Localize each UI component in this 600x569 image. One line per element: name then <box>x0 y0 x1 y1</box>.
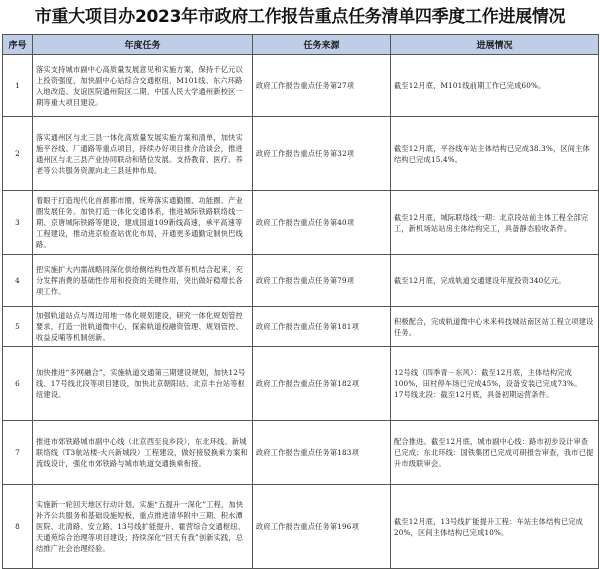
row-progress <box>391 347 599 421</box>
row-source: 政府工作报告重点任务第79项 <box>253 255 391 307</box>
progress-text: 截至12月底，平谷线车站主体结构已完成38.3%，区间主体结构已完成15.4%。 <box>394 143 590 164</box>
row-progress <box>391 485 599 569</box>
progress-text: 配合推进。截至12月底，城市副中心线：路市初步设计审查已完成；东北环线：国铁集团已完成可研报告审查，我市已提升市级联审会。 <box>394 437 594 468</box>
row-number: 7 <box>3 421 33 485</box>
progress-text: 12号线（四季青－东风）：截至12月底，主体结构完成100%，田村停车场已完成45%，设备安装已完成73%。 <box>394 368 582 388</box>
table-row <box>3 117 599 191</box>
header-num: 序号 <box>3 35 33 55</box>
row-source: 政府工作报告重点任务第32项 <box>253 117 391 191</box>
row-source: 政府工作报告重点任务第27项 <box>253 55 391 117</box>
row-progress <box>391 191 599 255</box>
table-row <box>3 255 599 307</box>
row-task: 加快推进“多网融合”，实施轨道交通第三期建设规划，加快12号线、17号线北段等项目建设，加快北京朝阳站、北京丰台站等枢纽建设。 <box>33 347 253 421</box>
header-progress: 进展情况 <box>391 35 599 55</box>
row-number: 3 <box>3 191 33 255</box>
table-header-row <box>3 35 599 55</box>
row-task: 着眼于打造现代化首都都市圈，统筹落实通勤圈、功能圈、产业圈发展任务。加快打造一体化交通体系，推进城际铁路联络线一期、京唐城际铁路等建设，建成国道109新线高速，承平高速等工程建设，推动进京检查站优化布局，开通更多通勤定制快巴线路。 <box>33 191 253 255</box>
row-number: 2 <box>3 117 33 191</box>
table-row <box>3 307 599 347</box>
row-progress <box>391 55 599 117</box>
header-task: 年度任务 <box>33 35 253 55</box>
table-row <box>3 191 599 255</box>
progress-text: 截至12月底，完成轨道交通建设年度投资340亿元。 <box>394 276 566 285</box>
row-task: 落实通州区与北三县一体化高质量发展实施方案和清单，加快实施平谷线、厂通路等重点项目，持续办好项目推介洽谈会，推进通州区与北三县产业协同联动和错位发展。支持教育、医疗、养老等公共服务资源向北三县延伸布局。 <box>33 117 253 191</box>
row-source: 政府工作报告重点任务第183项 <box>253 421 391 485</box>
table-row <box>3 485 599 569</box>
table-row <box>3 421 599 485</box>
row-number: 1 <box>3 55 33 117</box>
row-number: 8 <box>3 485 33 569</box>
row-source: 政府工作报告重点任务第182项 <box>253 347 391 421</box>
row-number: 5 <box>3 307 33 347</box>
task-table <box>2 34 599 569</box>
row-progress <box>391 255 599 307</box>
table-row <box>3 55 599 117</box>
row-task: 落实支持城市副中心高质量发展意见和实施方案，保持千亿元以上投资强度，加快副中心站综合交通枢纽、M101线、东六环路入地改造、友谊医院通州院区二期、中国人民大学通州新校区一期等重大项目建设。 <box>33 55 253 117</box>
row-progress <box>391 421 599 485</box>
progress-text: 17号线北段：截至12月底，具备初期运营条件。 <box>394 390 554 399</box>
row-progress <box>391 117 599 191</box>
row-source: 政府工作报告重点任务第196项 <box>253 485 391 569</box>
row-task: 实施新一轮回天地区行动计划，实施“五提升一深化”工程，加快补齐公共服务和基础设施短板，重点推进清华附中三期、积水潭医院、北清路、安立路、13号线扩能提升、霍营综合交通枢纽、天通苑综合治理等项目建设；持续深化“回天有我”创新实践，总结推广社会治理经验。 <box>33 485 253 569</box>
table-row <box>3 347 599 421</box>
progress-text: 截至12月底，城际联络线一期：北京段站前主体工程全部完工，新机场站站房主体结构完工，具备静态验收条件。 <box>394 212 589 233</box>
progress-text: 积极配合，完成轨道微中心未来科技城站南区站工程立项建设任务。 <box>394 316 594 337</box>
row-source: 政府工作报告重点任务第40项 <box>253 191 391 255</box>
row-number: 6 <box>3 347 33 421</box>
row-task: 把实施扩大内需战略同深化供给侧结构性改革有机结合起来，充分发挥消费的基础性作用和投资的关键作用，突出做好稳增长各项工作。 <box>33 255 253 307</box>
row-task: 加强轨道站点与周边用地一体化规划建设，研究一体化规划管控要求，打造一批轨道微中心，探索轨道投融资管理、规划管控、收益反哺等机制创新。 <box>33 307 253 347</box>
progress-text: 截至12月底，13号线扩能提升工程：车站主体结构已完成20%，区间主体结构已完成10%。 <box>394 516 584 537</box>
row-number: 4 <box>3 255 33 307</box>
document-title: 市重大项目办2023年市政府工作报告重点任务清单四季度工作进展情况 <box>34 7 566 27</box>
header-source: 任务来源 <box>253 35 391 55</box>
row-progress <box>391 307 599 347</box>
progress-text: 截至12月底，M101线前期工作已完成60%。 <box>394 81 546 90</box>
row-task: 推进市郊铁路城市副中心线（北京西至良乡段），东北环线、新城联络线（T3航站楼-大兴新城段）工程建设，做好接驳换乘方案和流线设计，强化市郊铁路与城市轨道交通换乘衔接。 <box>33 421 253 485</box>
row-source: 政府工作报告重点任务第181项 <box>253 307 391 347</box>
